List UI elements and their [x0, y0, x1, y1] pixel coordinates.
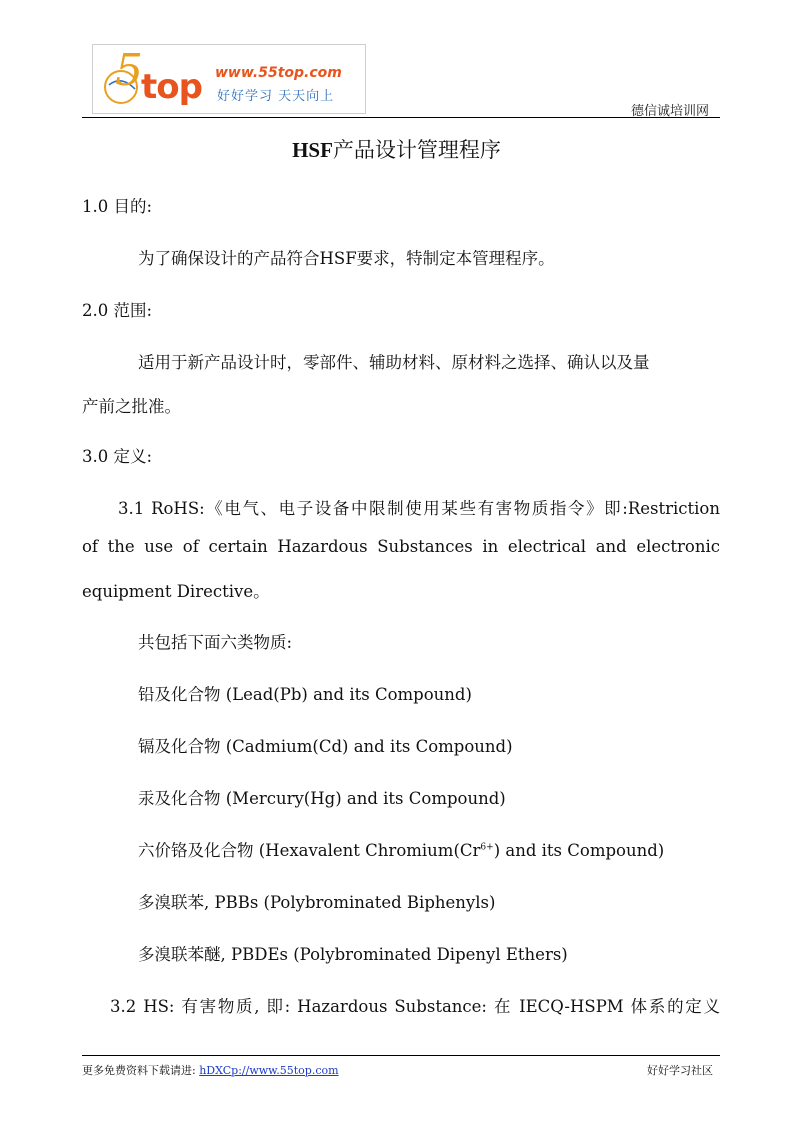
logo-url: www.55top.com [215, 65, 342, 81]
section-1-heading: 1.0 目的: [82, 197, 153, 216]
section-2-text-line1: 适用于新产品设计时，零部件、辅助材料、原材料之选择、确认以及量 [138, 353, 650, 372]
footer-link[interactable]: hDXCp://www.55top.com [199, 1064, 339, 1077]
section-3-heading: 3.0 定义: [82, 447, 153, 466]
title-rest: 产品设计管理程序 [332, 138, 501, 162]
section-2-heading: 2.0 范围: [82, 301, 153, 320]
site-logo [92, 44, 366, 114]
logo-slogan: 好好学习 天天向上 [217, 89, 335, 104]
substances-intro: 共包括下面六类物质: [138, 633, 293, 652]
substance-chromium-b: ) and its Compound) [493, 841, 665, 860]
header-divider [82, 117, 720, 118]
footer-divider [82, 1055, 720, 1056]
footer-left-text: 更多免费资料下载请进: [82, 1064, 200, 1077]
section-2-text-line2: 产前之批准。 [82, 397, 181, 416]
section-3-1-line3: equipment Directive。 [82, 582, 270, 601]
section-3-1-line2: of the use of certain Hazardous Substances in electrical and electronic [82, 537, 720, 556]
section-3-2-line1: 3.2 HS: 有害物质, 即: Hazardous Substance: 在 IECQ-HSPM 体系的定义 [110, 997, 720, 1016]
footer-download [82, 1062, 339, 1078]
substance-cadmium: 镉及化合物 (Cadmium(Cd) and its Compound) [138, 737, 513, 756]
substance-lead: 铅及化合物 (Lead(Pb) and its Compound) [138, 685, 472, 704]
section-3-1-line1: 3.1 RoHS:《电气、电子设备中限制使用某些有害物质指令》即:Restriction [118, 499, 720, 518]
title-bold: HSF [292, 138, 333, 162]
document-title [0, 134, 793, 164]
substance-pbbs: 多溴联苯, PBBs (Polybrominated Biphenyls) [138, 893, 496, 912]
substance-mercury: 汞及化合物 (Mercury(Hg) and its Compound) [138, 789, 506, 808]
substance-chromium [138, 837, 664, 861]
substance-chromium-a: 六价铬及化合物 (Hexavalent Chromium(Cr [138, 841, 481, 860]
header-site-name: 德信诚培训网 [630, 104, 709, 119]
footer-right-text: 好好学习社区 [647, 1064, 713, 1077]
logo-brand: top [141, 67, 202, 107]
section-1-text: 为了确保设计的产品符合HSF要求，特制定本管理程序。 [138, 249, 555, 268]
logo-five-text: 5 [115, 45, 143, 96]
substance-pbdes: 多溴联苯醚, PBDEs (Polybrominated Dipenyl Ethers) [138, 945, 568, 964]
substance-chromium-sup: 6+ [480, 842, 494, 853]
